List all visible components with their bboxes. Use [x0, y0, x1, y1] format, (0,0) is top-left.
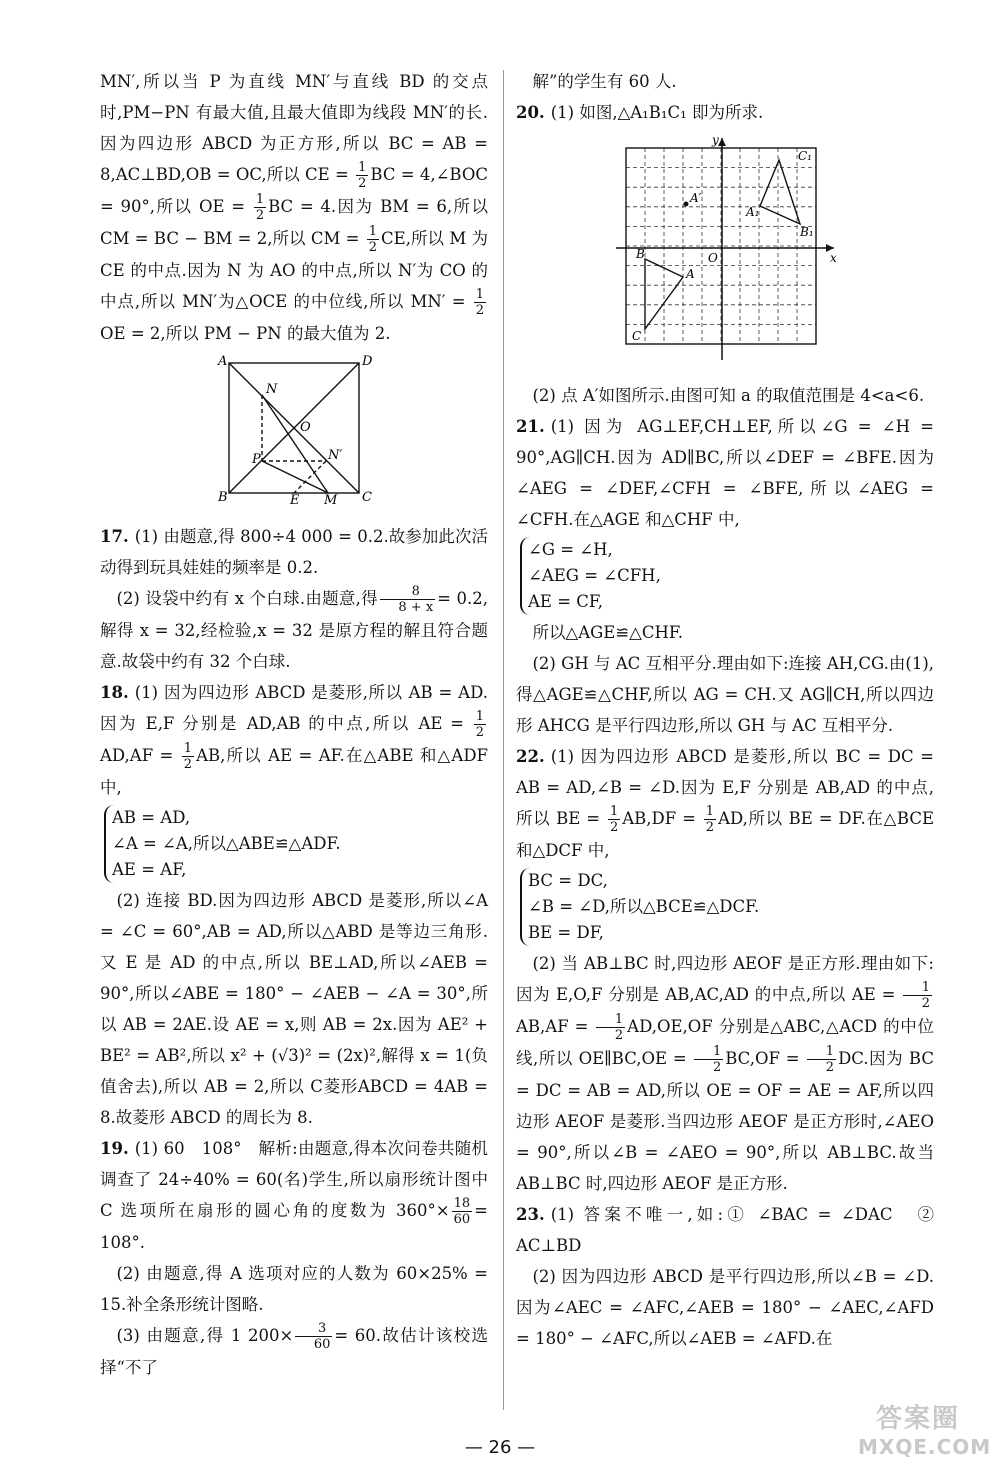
text: MN′,所以当 P 为直线 MN′与直线 BD 的交点时,PM−PN 有最大值,且最大值即为线段 MN′的长.因为四边形 ABCD 为正方形,所以 BC = AB = 8,AC⊥BD,OB = OC,所以 CE = — [100, 72, 488, 184]
text: AD,AF = — [100, 746, 180, 765]
text: AD,OE,OF 分别是△ABC,△ACD 的中位线,所以 OE∥BC,OE = — [516, 1017, 934, 1068]
q20-part2: (2) 点 A′如图所示.由图可知 a 的取值范围是 4<a<6. — [532, 386, 925, 405]
square-figure — [100, 355, 488, 515]
text: (1) 因为四边形 ABCD 是菱形,所以 AB = AD.因为 E,F 分别是 AD,AB 的中点,所以 AE = — [100, 683, 488, 733]
label-o: O — [300, 420, 311, 435]
fraction-half: $\frac{1}{2}$ — [475, 287, 484, 318]
left-column — [100, 66, 488, 1383]
fraction-half: $\frac{1}{2}$ — [183, 741, 193, 772]
text: (1) 答案不唯一,如:① ∠BAC = ∠DAC ② AC⊥BD — [516, 1205, 934, 1255]
system-line: BC = DC, — [528, 871, 608, 890]
q19-part3 — [100, 1320, 488, 1383]
label-p: P — [252, 452, 261, 467]
label-b: B — [636, 247, 645, 261]
label-c: C — [632, 329, 642, 343]
equation-system-22 — [520, 868, 759, 946]
label-n: N — [266, 382, 278, 397]
label-n-prime: N′ — [328, 448, 343, 463]
text: (1) 因为四边形 ABCD 是菱形,所以 BC = DC = AB = AD,∠B = ∠D.因为 E,F 分别是 AB,AD 的中点,所以 BE = — [516, 747, 934, 828]
label-c1: C₁ — [798, 149, 812, 163]
text: = 0.2,解得 x = 32,经检验,x = 32 是原方程的解且符合题意.故袋中约有 32 个白球. — [100, 589, 488, 671]
text: (2) 当 AB⊥BC 时,四边形 AEOF 是正方形.理由如下:因为 E,O,F 分别是 AB,AC,AD 的中点,所以 AE = — [516, 954, 934, 1004]
system-line: AE = AF, — [112, 860, 187, 879]
q19-continued: 解”的学生有 60 人. — [532, 72, 677, 91]
q17-part1 — [100, 521, 488, 583]
text: BC = 4,∠BOC = 90°,所以 OE = — [100, 165, 488, 216]
q20-part1 — [516, 97, 934, 128]
q21-part2: (2) GH 与 AC 互相平分.理由如下:连接 AH,CG.由(1),得△AGE≌△CHF,所以 AG = CH.又 AG∥CH,所以四边形 AHCG 是平行四边形,所以 GH 与 AC 互相平分. — [516, 654, 934, 735]
fraction-half: $\frac{1}{2}$ — [368, 224, 378, 255]
text: AB,所以 AE = AF.在△ABE 和△ADF 中, — [100, 746, 488, 797]
label-c: C — [362, 490, 372, 505]
question-number: 19. — [100, 1139, 129, 1158]
q21-conclusion: 所以△AGE≌△CHF. — [532, 623, 683, 642]
q19-part2: (2) 由题意,得 A 选项对应的人数为 60×25% = 15.补全条形统计图略. — [100, 1264, 488, 1314]
system-line: ∠G = ∠H, — [528, 540, 613, 559]
coordinate-grid — [602, 134, 842, 364]
text: = 108°. — [100, 1201, 488, 1252]
fraction: $\frac{3}{60}$ — [295, 1321, 332, 1352]
question-number: 22. — [516, 747, 545, 766]
text: (1) 如图,△A₁B₁C₁ 即为所求. — [550, 103, 764, 122]
text: OE = 2,所以 PM − PN 的最大值为 2. — [100, 324, 391, 343]
fraction: $\frac{18}{60}$ — [453, 1196, 471, 1227]
text: (1) 因为 AG⊥EF,CH⊥EF,所以∠G = ∠H = 90°,AG∥CH.因为 AD∥BC,所以∠DEF = ∠BFE.因为∠AEG = ∠DEF,∠CFH = ∠BFE,所以∠AEG = ∠CFH.在△AGE 和△CHF 中, — [516, 417, 934, 529]
page-number: — 26 — — [464, 1437, 536, 1458]
text: (3) 由题意,得 1 200× — [116, 1326, 294, 1345]
q18-part1 — [100, 677, 488, 803]
text: DC.因为 BC = DC = AB = AD,所以 OE = OF = AE = AF,所以四边形 AEOF 是菱形.当四边形 AEOF 是正方形时,∠AEO = 90°,所以∠B = ∠AEO = 90°,所以 AB⊥BC.故当 AB⊥BC 时,四边形 AEOF 是正方形. — [516, 1049, 934, 1193]
label-d: D — [362, 355, 373, 369]
system-line: AB = AD, — [112, 808, 191, 827]
label-origin: O — [708, 251, 718, 265]
text: = 60.故估计该校选择“不了 — [100, 1326, 489, 1377]
question-number: 20. — [516, 103, 545, 122]
watermark-text: 答案圈 — [875, 1404, 960, 1434]
q22-part1 — [516, 741, 934, 866]
label-a: A — [218, 355, 228, 369]
axis-label-y: y — [712, 134, 719, 147]
grid-figure — [516, 134, 934, 374]
system-line: ∠B = ∠D,所以△BCE≌△DCF. — [528, 897, 760, 916]
fraction-half: $\frac{1}{2}$ — [807, 1044, 836, 1075]
q22-part2 — [516, 948, 934, 1199]
q19-part1 — [100, 1133, 488, 1258]
label-a-prime: A′ — [690, 191, 702, 205]
grid-lines — [626, 148, 816, 344]
q23-part1 — [516, 1199, 934, 1261]
fraction: $\frac{8}{8 + x}$ — [380, 584, 435, 615]
text: AD,所以 BE = DF.在△BCE 和△DCF 中, — [516, 809, 934, 860]
question-number: 23. — [516, 1205, 545, 1224]
equation-system-21 — [520, 537, 661, 615]
axis-label-x: x — [830, 251, 837, 265]
q18-part2: (2) 连接 BD.因为四边形 ABCD 是菱形,所以∠A = ∠C = 60°,AB = AD,所以△ABD 是等边三角形.又 E 是 AD 的中点,所以 BE⊥AD,所以∠AEB = 90°,所以∠ABE = 180° − ∠AEB − ∠A = 30°,所以 AB = 2AE.设 AE = x,则 AB = 2x.因为 AE² + BE² = AB²,所以 x² + (√3)² = (2x)²,解得 x = 1(负值舍去),所以 AB = 2,所以 C菱形ABCD = 4AB = 8.故菱形 ABCD 的周长为 8. — [100, 891, 488, 1127]
label-b1: B₁ — [800, 225, 814, 239]
text: (1) 由题意,得 800÷4 000 = 0.2.故参加此次活动得到玩具娃娃的频率是 0.2. — [100, 527, 488, 577]
text: (1) 60 108° 解析:由题意,得本次问卷共随机调查了 24÷40% = 60(名)学生,所以扇形统计图中 C 选项所在扇形的圆心角的度数为 360°× — [100, 1139, 488, 1220]
text: (2) 设袋中约有 x 个白球.由题意,得 — [116, 589, 378, 608]
text: BC,OF = — [725, 1049, 806, 1068]
question-number: 17. — [100, 527, 129, 546]
q17-part2 — [100, 583, 488, 677]
label-m: M — [324, 493, 338, 505]
fraction-half: $\frac{1}{2}$ — [903, 980, 932, 1011]
fraction-half: $\frac{1}{2}$ — [609, 804, 619, 835]
q16-text — [100, 66, 488, 349]
question-number: 21. — [516, 417, 545, 436]
label-e: E — [290, 493, 300, 505]
system-line: ∠AEG = ∠CFH, — [528, 566, 661, 585]
right-column — [516, 66, 934, 1354]
fraction-half: $\frac{1}{2}$ — [475, 709, 484, 740]
fraction-half: $\frac{1}{2}$ — [596, 1012, 625, 1043]
q21-part1 — [516, 411, 934, 535]
square-diagram — [214, 355, 374, 505]
text: BC = 4.因为 BM = 6,所以 CM = BC − BM = 2,所以 CM = — [100, 197, 489, 248]
fraction-half: $\frac{1}{2}$ — [255, 192, 265, 223]
system-line: AE = CF, — [528, 592, 604, 611]
system-line: ∠A = ∠A,所以△ABE≌△ADF. — [112, 834, 341, 853]
q23-part2: (2) 因为四边形 ABCD 是平行四边形,所以∠B = ∠D.因为∠AEC = ∠AFC,∠AEB = 180° − ∠AEC,∠AFD = 180° − ∠AFC,所以∠AEB = ∠AFD.在 — [516, 1267, 934, 1348]
label-a: A — [686, 267, 695, 281]
column-divider — [503, 70, 504, 1410]
watermark-url: MXQE.COM — [858, 1435, 992, 1459]
text: AB,AF = — [516, 1017, 595, 1036]
equation-system-18 — [104, 805, 341, 883]
label-a1: A₁ — [746, 205, 760, 219]
question-number: 18. — [100, 683, 129, 702]
fraction-half: $\frac{1}{2}$ — [694, 1044, 723, 1075]
label-b: B — [218, 490, 228, 505]
system-line: BE = DF, — [528, 923, 604, 942]
text: CE,所以 M 为 CE 的中点.因为 N 为 AO 的中点,所以 N′为 CO 的中点,所以 MN′为△OCE 的中位线,所以 MN′ = — [100, 229, 488, 311]
fraction-half: $\frac{1}{2}$ — [705, 804, 715, 835]
watermark-logo — [858, 1398, 992, 1468]
text: AB,DF = — [622, 809, 702, 828]
fraction-half: $\frac{1}{2}$ — [358, 160, 367, 191]
